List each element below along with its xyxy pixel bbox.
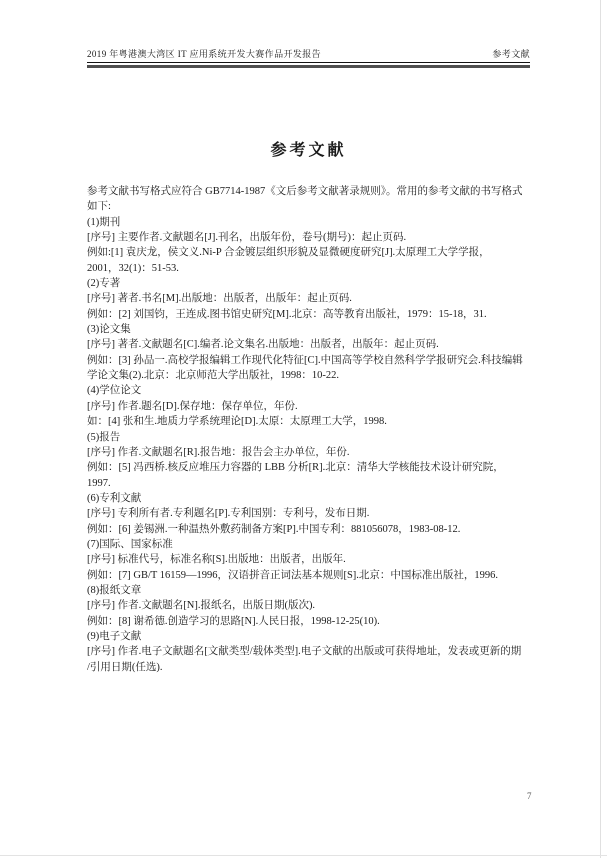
header-rule-thin (87, 62, 530, 63)
body-line: 如：[4] 张和生.地质力学系统理论[D].太原：太原理工大学，1998. (87, 416, 387, 428)
body-line: (5)报告 (87, 431, 121, 443)
page-header (87, 47, 530, 60)
body-line: (3)论文集 (87, 324, 131, 336)
page-title: 参考文献 (270, 142, 347, 159)
page-number: 7 (527, 791, 532, 801)
body-line: 2001，32(1)：51-53. (87, 262, 179, 274)
body-line: 1997. (87, 477, 111, 489)
body-line: 例如：[2] 刘国钧，王连成.图书馆史研究[M].北京：高等教育出版社，1979：15-18，31. (87, 308, 487, 320)
body-line: [序号] 主要作者.文献题名[J].刊名，出版年份，卷号(期号)：起止页码. (87, 232, 407, 244)
body-line: [序号] 标准代号，标准名称[S].出版地：出版者，出版年. (87, 554, 346, 566)
body-line: (1)期刊 (87, 216, 121, 228)
body-line: 例如：[7] GB/T 16159—1996，汉语拼音正词法基本规则[S].北京：中国标准出版社，1996. (87, 569, 499, 581)
body-line: 例如:[1] 袁庆龙，侯文义.Ni-P 合金镀层组织形貌及显微硬度研究[J].太原理工大学学报， (87, 247, 490, 259)
body-line: [序号] 著者.书名[M].出版地：出版者，出版年：起止页码. (87, 293, 352, 305)
body-line: [序号] 作者.文献题名[N].报纸名，出版日期(版次). (87, 600, 316, 612)
body-line: [序号] 著者.文献题名[C].编者.论文集名.出版地：出版者，出版年：起止页码. (87, 339, 439, 351)
body-line: [序号] 作者.文献题名[R].报告地：报告会主办单位，年份. (87, 446, 350, 458)
header-rule-thick (87, 65, 530, 68)
body-line: 例如：[6] 姜锡洲.一种温热外敷药制备方案[P].中国专利：881056078，1983-08-12. (87, 523, 461, 535)
body-line: 例如：[8] 谢希德.创造学习的思路[N].人民日报，1998-12-25(10). (87, 615, 380, 627)
header-rule (87, 62, 530, 68)
body-line: 如下: (87, 201, 111, 213)
body-line: [序号] 作者.题名[D].保存地：保存单位，年份. (87, 400, 298, 412)
body-line: (2)专著 (87, 278, 121, 290)
body-line: (9)电子文献 (87, 630, 142, 642)
body-line: /引用日期(任选). (87, 661, 163, 673)
body-line: [序号] 专利所有者.专利题名[P].专利国别：专利号，发布日期. (87, 508, 370, 520)
body-line: (4)学位论文 (87, 385, 142, 397)
body-line: 例如：[5] 冯西桥.核反应堆压力容器的 LBB 分析[R].北京：清华大学核能技术设计研究院， (87, 462, 504, 474)
body-line: (7)国际、国家标准 (87, 538, 173, 550)
body-line: (6)专利文献 (87, 492, 142, 504)
body-text (87, 184, 542, 675)
body-line: 学论文集(2).北京：北京师范大学出版社，1998：10-22. (87, 370, 339, 382)
body-line: (8)报纸文章 (87, 584, 142, 596)
body-line: [序号] 作者.电子文献题名[文献类型/载体类型].电子文献的出版或可获得地址，发表或更新的期 (87, 646, 522, 658)
body-line: 参考文献书写格式应符合 GB7714-1987《文后参考文献著录规则》。常用的参考文献的书写格式 (87, 186, 523, 197)
body-line: 例如：[3] 孙品一.高校学报编辑工作现代化特征[C].中国高等学校自然科学学报研究会.科技编辑 (87, 354, 523, 366)
page-edge-right (600, 0, 601, 858)
header-left-title: 2019 年粤港澳大湾区 IT 应用系统开发大赛作品开发报告 (87, 49, 322, 59)
page-edge-bottom (0, 855, 607, 856)
header-right-title: 参考文献 (492, 49, 530, 59)
